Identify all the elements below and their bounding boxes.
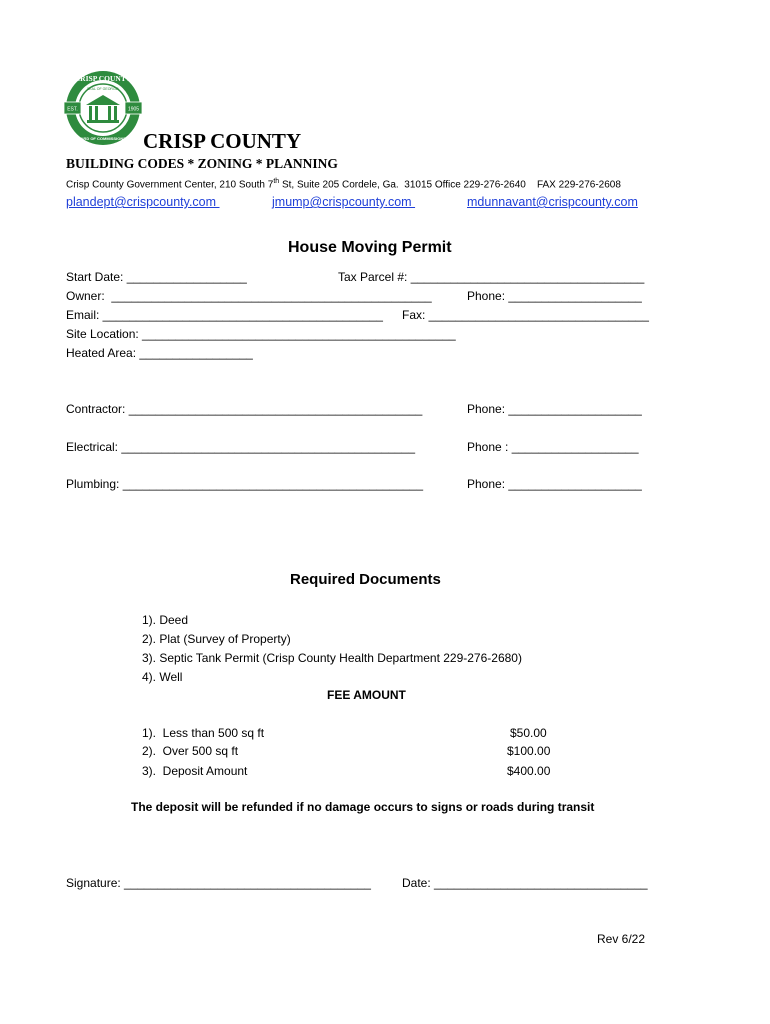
fee-amount: $400.00 xyxy=(507,764,551,778)
signature-field[interactable]: Signature: _____________________________________ xyxy=(66,876,371,890)
deposit-refund-note: The deposit will be refunded if no damage occurs to signs or roads during transit xyxy=(131,800,595,814)
seal-inner-text: SEAL OF GEORGIA xyxy=(87,87,119,91)
document-item: 2). Plat (Survey of Property) xyxy=(142,632,291,646)
seal-top-text: CRISP COUNTY xyxy=(74,74,132,83)
document-item: 1). Deed xyxy=(142,613,189,627)
fee-label: 1). Less than 500 sq ft xyxy=(142,726,265,740)
document-item: 3). Septic Tank Permit (Crisp County Health Department 229-276-2680) xyxy=(142,651,522,665)
fee-label: 3). Deposit Amount xyxy=(142,764,248,778)
crisp-county-seal-logo xyxy=(62,69,144,147)
start-date-field[interactable]: Start Date: __________________ xyxy=(66,270,247,284)
fax-field[interactable]: Fax: _________________________________ xyxy=(402,308,649,322)
plumbing-field[interactable]: Plumbing: _____________________________________________ xyxy=(66,477,424,491)
required-documents-heading: Required Documents xyxy=(290,571,441,588)
seal-year-text: 1905 xyxy=(127,106,140,113)
fee-amount: $50.00 xyxy=(510,726,547,740)
plumbing-phone-field[interactable]: Phone: ____________________ xyxy=(467,477,642,491)
fee-amount-heading: FEE AMOUNT xyxy=(327,688,406,702)
address-superscript: th xyxy=(273,178,280,185)
county-name: CRISP COUNTY xyxy=(143,129,302,153)
email-field[interactable]: Email: __________________________________________ xyxy=(66,308,383,322)
seal-est-text: EST. xyxy=(67,106,78,113)
page-title: House Moving Permit xyxy=(288,239,452,256)
owner-phone-field[interactable]: Phone: ____________________ xyxy=(467,289,642,303)
fee-amount: $100.00 xyxy=(507,744,551,758)
revision-label: Rev 6/22 xyxy=(597,932,646,946)
email-link-mdunnavant[interactable]: mdunnavant@crispcounty.com xyxy=(467,195,638,209)
owner-field[interactable]: Owner: ________________________________________________ xyxy=(66,289,432,303)
email-link-plandept[interactable]: plandept@crispcounty.com xyxy=(66,195,220,209)
heated-area-field[interactable]: Heated Area: _________________ xyxy=(66,346,253,360)
date-field[interactable]: Date: ________________________________ xyxy=(402,876,648,890)
electrical-phone-field[interactable]: Phone : ___________________ xyxy=(467,440,639,454)
email-link-jmump[interactable]: jmump@crispcounty.com xyxy=(272,195,416,209)
electrical-field[interactable]: Electrical: ____________________________________________ xyxy=(66,440,415,454)
fee-label: 2). Over 500 sq ft xyxy=(142,744,239,758)
departments-heading: BUILDING CODES * ZONING * PLANNING xyxy=(66,156,338,171)
address-part: Crisp County Government Center, 210 South 7 xyxy=(66,179,274,191)
contractor-field[interactable]: Contractor: ____________________________________________ xyxy=(66,402,423,416)
document-item: 4). Well xyxy=(142,670,183,684)
address-part: St, Suite 205 Cordele, Ga. 31015 Office 229-276-2640 FAX 229-276-2608 xyxy=(279,179,621,191)
seal-bottom-text: BOARD OF COMMISSIONERS xyxy=(74,136,132,141)
site-location-field[interactable]: Site Location: _______________________________________________ xyxy=(66,327,456,341)
tax-parcel-field[interactable]: Tax Parcel #: ___________________________________ xyxy=(338,270,645,284)
contractor-phone-field[interactable]: Phone: ____________________ xyxy=(467,402,642,416)
address-line xyxy=(66,178,621,190)
